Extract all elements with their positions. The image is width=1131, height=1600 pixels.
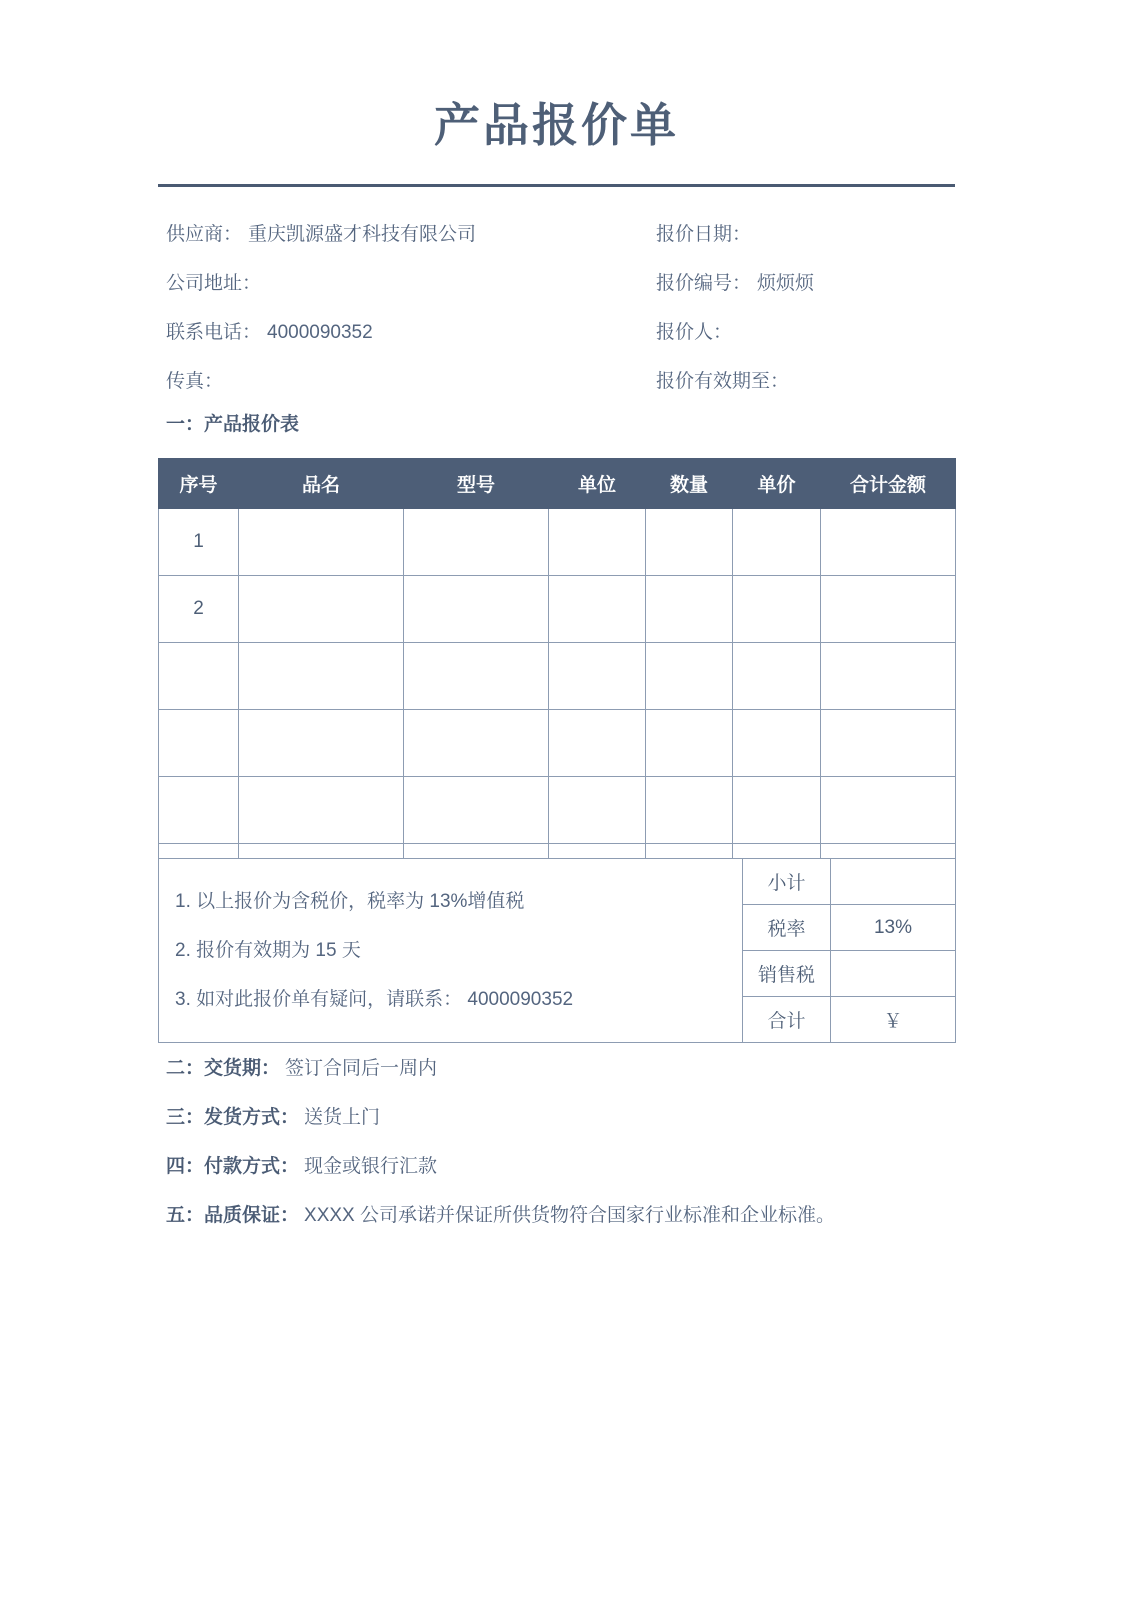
cell-unit-price[interactable] — [733, 576, 821, 643]
total-label-sales-tax: 销售税 — [743, 951, 831, 997]
total-value-tax-rate[interactable]: 13% — [831, 905, 956, 951]
column-header-unit: 单位 — [549, 459, 646, 509]
page-title: 产品报价单 — [434, 99, 679, 151]
quote-number-field — [656, 268, 956, 295]
term-shipping-method — [166, 1091, 996, 1140]
cell-quantity[interactable] — [646, 509, 733, 576]
term-delivery-period — [166, 1042, 996, 1091]
cell-unit-price[interactable] — [733, 509, 821, 576]
quote-number-value[interactable]: 烦烦烦 — [757, 273, 815, 294]
total-label-tax-rate: 税率 — [743, 905, 831, 951]
cell-product-name[interactable] — [239, 509, 404, 576]
meta-row — [166, 208, 956, 257]
note-line: 2. 报价有效期为 15 天 — [175, 940, 361, 961]
cell-unit-price[interactable] — [733, 710, 821, 777]
table-row — [159, 509, 956, 576]
note-line: 3. 如对此报价单有疑问，请联系： 4000090352 — [175, 989, 574, 1010]
cell-unit-price[interactable] — [733, 777, 821, 844]
table-row — [159, 576, 956, 643]
cell-total-amount[interactable] — [821, 777, 956, 844]
term-value: 送货上门 — [304, 1107, 381, 1128]
note-line: 1. 以上报价为含税价，税率为 13%增值税 — [175, 891, 525, 912]
notes-cell — [159, 859, 743, 1043]
column-header-total-amount: 合计金额 — [821, 459, 956, 509]
product-quote-table — [158, 458, 956, 911]
cell-total-amount[interactable] — [821, 576, 956, 643]
fax-field — [166, 366, 656, 393]
total-value-sales-tax[interactable] — [831, 951, 956, 997]
term-value: XXXX 公司承诺并保证所供货物符合国家行业标准和企业标准。 — [304, 1205, 835, 1226]
company-address-label: 公司地址： — [166, 273, 262, 294]
total-value-subtotal[interactable] — [831, 859, 956, 905]
cell-model[interactable] — [404, 643, 549, 710]
total-label-grand-total: 合计 — [743, 997, 831, 1043]
quote-date-label: 报价日期： — [656, 224, 752, 245]
cell-model[interactable] — [404, 509, 549, 576]
company-address-field — [166, 268, 656, 295]
term-key: 二：交货期： — [166, 1058, 281, 1079]
term-quality-guarantee — [166, 1189, 996, 1238]
quoter-label: 报价人： — [656, 322, 733, 343]
table-row — [159, 643, 956, 710]
column-header-product-name: 品名 — [239, 459, 404, 509]
cell-quantity[interactable] — [646, 576, 733, 643]
cell-product-name[interactable] — [239, 576, 404, 643]
fax-label: 传真： — [166, 371, 224, 392]
valid-until-label: 报价有效期至： — [656, 371, 790, 392]
term-key: 五：品质保证： — [166, 1205, 300, 1226]
supplier-label: 供应商： — [166, 224, 243, 245]
cell-unit[interactable] — [549, 777, 646, 844]
cell-index[interactable] — [159, 643, 239, 710]
contact-phone-label: 联系电话： — [166, 322, 262, 343]
quoter-field — [656, 317, 956, 344]
cell-index[interactable] — [159, 710, 239, 777]
section-heading-product-quote: 一：产品报价表 — [166, 414, 300, 435]
meta-row — [166, 355, 956, 404]
table-row — [159, 710, 956, 777]
total-label-subtotal: 小计 — [743, 859, 831, 905]
notes-totals-row — [159, 859, 956, 905]
cell-total-amount[interactable] — [821, 643, 956, 710]
cell-product-name[interactable] — [239, 777, 404, 844]
terms-list — [166, 1042, 996, 1238]
column-header-quantity: 数量 — [646, 459, 733, 509]
cell-index[interactable]: 1 — [159, 509, 239, 576]
total-value-grand-total[interactable]: ￥ — [831, 997, 956, 1043]
term-key: 三：发货方式： — [166, 1107, 300, 1128]
valid-until-field — [656, 366, 956, 393]
cell-model[interactable] — [404, 777, 549, 844]
cell-unit[interactable] — [549, 576, 646, 643]
cell-product-name[interactable] — [239, 710, 404, 777]
contact-phone-value[interactable]: 4000090352 — [267, 322, 373, 343]
quotation-meta — [166, 208, 956, 404]
column-header-unit-price: 单价 — [733, 459, 821, 509]
cell-quantity[interactable] — [646, 710, 733, 777]
cell-unit-price[interactable] — [733, 643, 821, 710]
table-header-row — [159, 459, 956, 509]
term-key: 四：付款方式： — [166, 1156, 300, 1177]
supplier-field — [166, 219, 656, 246]
meta-row — [166, 257, 956, 306]
cell-product-name[interactable] — [239, 643, 404, 710]
notes-and-totals-block — [158, 858, 956, 1043]
term-value: 签订合同后一周内 — [285, 1058, 438, 1079]
cell-index[interactable]: 2 — [159, 576, 239, 643]
cell-index[interactable] — [159, 777, 239, 844]
cell-model[interactable] — [404, 710, 549, 777]
cell-quantity[interactable] — [646, 777, 733, 844]
cell-total-amount[interactable] — [821, 710, 956, 777]
supplier-value[interactable]: 重庆凯源盛才科技有限公司 — [248, 224, 477, 245]
table-row — [159, 777, 956, 844]
term-payment-method — [166, 1140, 996, 1189]
quote-number-label: 报价编号： — [656, 273, 752, 294]
cell-total-amount[interactable] — [821, 509, 956, 576]
cell-unit[interactable] — [549, 710, 646, 777]
contact-phone-field — [166, 317, 656, 344]
column-header-index: 序号 — [159, 459, 239, 509]
cell-unit[interactable] — [549, 643, 646, 710]
title-divider — [158, 184, 955, 187]
meta-row — [166, 306, 956, 355]
column-header-model: 型号 — [404, 459, 549, 509]
term-value: 现金或银行汇款 — [304, 1156, 438, 1177]
quote-date-field — [656, 219, 956, 246]
cell-quantity[interactable] — [646, 643, 733, 710]
cell-unit[interactable] — [549, 509, 646, 576]
cell-model[interactable] — [404, 576, 549, 643]
